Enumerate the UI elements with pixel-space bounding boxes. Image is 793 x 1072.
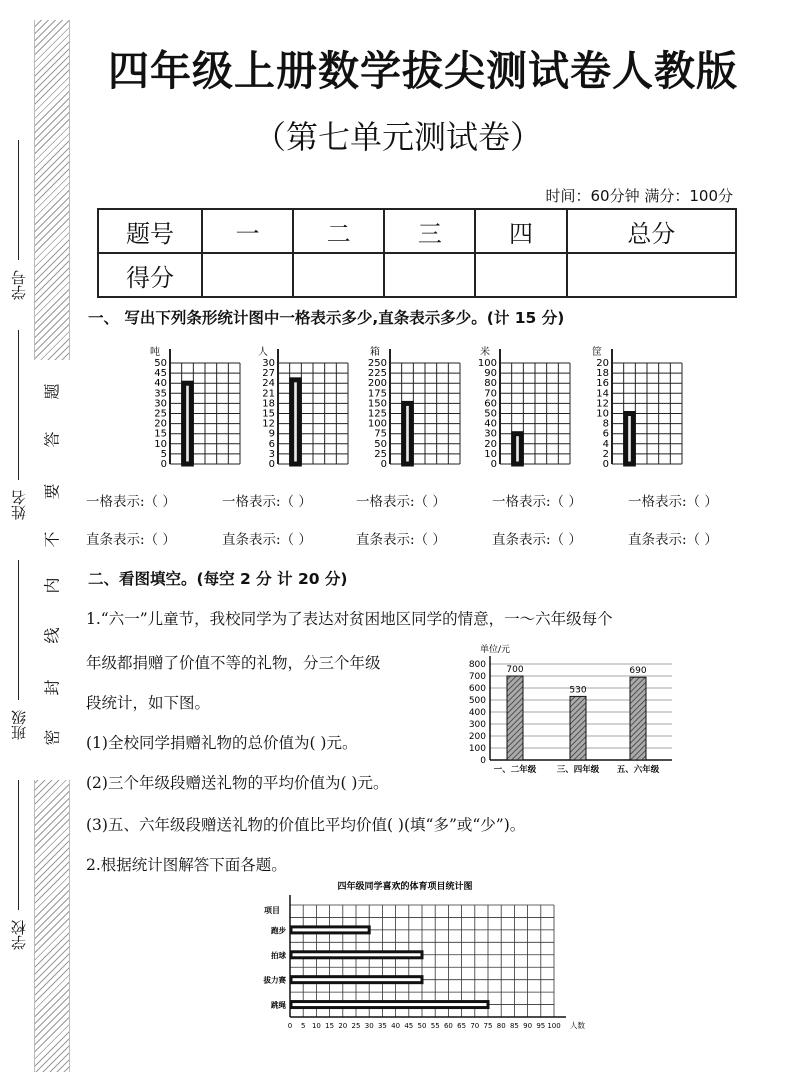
y-tick-label: 21 bbox=[262, 388, 275, 400]
y-tick-label: 800 bbox=[468, 660, 486, 670]
y-tick-label: 250 bbox=[367, 358, 387, 369]
data-bar bbox=[630, 677, 646, 760]
seal-char: 封 bbox=[42, 679, 62, 696]
y-tick-label: 2 bbox=[602, 448, 609, 460]
small-chart bbox=[368, 345, 460, 470]
small-chart bbox=[258, 345, 348, 470]
small-chart bbox=[592, 345, 682, 470]
data-bar bbox=[291, 952, 422, 958]
y-tick-label: 200 bbox=[367, 378, 387, 390]
x-tick-label: 5 bbox=[300, 1022, 306, 1030]
score-header-row bbox=[98, 209, 736, 253]
x-tick-label: 10 bbox=[311, 1022, 321, 1030]
y-tick-label: 9 bbox=[268, 428, 275, 440]
grid-answer-label: 一格表示:（ ） bbox=[628, 494, 718, 510]
x-tick-label: 30 bbox=[364, 1022, 374, 1030]
y-tick-label: 60 bbox=[484, 398, 497, 410]
y-tick-label: 225 bbox=[367, 368, 387, 380]
data-bar bbox=[184, 383, 192, 464]
x-tick-label: 45 bbox=[404, 1022, 414, 1030]
y-tick-label: 20 bbox=[484, 438, 497, 450]
y-tick-label: 30 bbox=[484, 428, 497, 440]
data-bar bbox=[514, 434, 522, 464]
y-tick-label: 跳绳 bbox=[271, 1000, 286, 1010]
y-tick-label: 500 bbox=[468, 696, 486, 706]
score-cell[interactable] bbox=[293, 253, 384, 297]
y-tick-label: 18 bbox=[262, 398, 275, 410]
y-tick-label: 拔力赛 bbox=[263, 975, 286, 985]
grid-answer-label: 一格表示:（ ） bbox=[222, 494, 312, 510]
bar-answer-label: 直条表示:（ ） bbox=[492, 532, 582, 548]
y-tick-label: 拍球 bbox=[271, 950, 286, 960]
q1-line3: 段统计，如下图。 bbox=[86, 694, 211, 712]
y-tick-label: 40 bbox=[484, 418, 497, 430]
x-tick-label: 35 bbox=[377, 1022, 387, 1030]
y-tick-label: 20 bbox=[596, 358, 609, 369]
y-tick-label: 4 bbox=[602, 438, 609, 450]
x-tick-label: 三、四年级 bbox=[556, 765, 600, 775]
seal-char: 内 bbox=[42, 577, 62, 594]
y-tick-label: 0 bbox=[380, 459, 387, 470]
x-tick-label: 15 bbox=[325, 1022, 335, 1030]
score-header: 四 bbox=[475, 209, 566, 253]
q1-line1: 1.“六一”儿童节，我校同学为了表达对贫困地区同学的情意，一～六年级每个 bbox=[86, 610, 613, 628]
x-tick-label: 0 bbox=[287, 1022, 293, 1030]
time-info: 时间：60分钟 满分：100分 bbox=[545, 187, 733, 205]
chart-unit: 米 bbox=[480, 347, 490, 358]
data-bar bbox=[291, 927, 369, 933]
seal-char: 密 bbox=[42, 729, 62, 746]
gift-value-bar-chart bbox=[450, 640, 680, 780]
y-tick-label: 0 bbox=[480, 756, 486, 766]
y-tick-label: 600 bbox=[468, 684, 486, 694]
x-tick-label: 50 bbox=[417, 1022, 427, 1030]
y-tick-label: 700 bbox=[468, 672, 486, 682]
y-tick-label: 100 bbox=[367, 418, 387, 430]
x-tick-label: 85 bbox=[509, 1022, 519, 1030]
y-tick-label: 100 bbox=[477, 358, 497, 369]
score-cell[interactable] bbox=[567, 253, 736, 297]
y-tick-label: 6 bbox=[602, 428, 609, 440]
y-tick-label: 20 bbox=[154, 418, 167, 430]
x-tick-label: 65 bbox=[457, 1022, 467, 1030]
y-tick-label: 5 bbox=[160, 448, 167, 460]
chart-unit: 箱 bbox=[370, 347, 380, 358]
y-tick-label: 125 bbox=[367, 408, 387, 420]
y-tick-label: 27 bbox=[262, 368, 275, 380]
y-tick-label: 30 bbox=[262, 358, 275, 369]
grid-answer-label: 一格表示:（ ） bbox=[86, 494, 176, 510]
score-header: 总分 bbox=[567, 209, 736, 253]
data-bar bbox=[507, 676, 523, 760]
chart-unit: 吨 bbox=[150, 347, 160, 358]
y-tick-label: 75 bbox=[374, 428, 387, 440]
data-bar bbox=[404, 403, 412, 464]
section2-heading: 二、看图填空。(每空 2 分 计 20 分) bbox=[88, 570, 348, 588]
y-tick-label: 跑步 bbox=[271, 925, 286, 935]
data-bar bbox=[570, 696, 586, 760]
y-tick-label: 50 bbox=[374, 438, 387, 450]
y-tick-label: 80 bbox=[484, 378, 497, 390]
data-label: 530 bbox=[569, 685, 587, 696]
y-tick-label: 50 bbox=[154, 358, 167, 369]
y-tick-label: 12 bbox=[262, 418, 275, 430]
grid-answer-label: 一格表示:（ ） bbox=[492, 494, 582, 510]
x-tick-label: 60 bbox=[443, 1022, 453, 1030]
x-tick-label: 80 bbox=[496, 1022, 506, 1030]
chart-ylabel: 项目 bbox=[264, 906, 280, 915]
x-tick-label: 100 bbox=[547, 1022, 561, 1030]
score-row-label: 得分 bbox=[98, 253, 202, 297]
y-tick-label: 70 bbox=[484, 388, 497, 400]
y-tick-label: 25 bbox=[374, 448, 387, 460]
small-bar-charts bbox=[0, 338, 793, 478]
y-tick-label: 0 bbox=[490, 459, 497, 470]
y-tick-label: 40 bbox=[154, 378, 167, 390]
x-tick-label: 25 bbox=[351, 1022, 361, 1030]
chart-xlabel: 人数 bbox=[570, 1021, 585, 1030]
x-tick-label: 70 bbox=[470, 1022, 480, 1030]
y-tick-label: 30 bbox=[154, 398, 167, 410]
q2-intro: 2.根据统计图解答下面各题。 bbox=[86, 856, 287, 874]
score-header: 题号 bbox=[98, 209, 202, 253]
y-tick-label: 200 bbox=[468, 732, 486, 742]
y-tick-label: 0 bbox=[160, 459, 167, 470]
y-tick-label: 24 bbox=[262, 378, 275, 390]
chart-title: 四年级同学喜欢的体育项目统计图 bbox=[337, 882, 473, 892]
bar-answer-label: 直条表示:（ ） bbox=[628, 532, 718, 548]
grid-answer-label: 一格表示:（ ） bbox=[356, 494, 446, 510]
score-cell[interactable] bbox=[475, 253, 566, 297]
bar-answer-label: 直条表示:（ ） bbox=[86, 532, 176, 548]
seal-char: 答 bbox=[42, 431, 62, 448]
y-tick-label: 175 bbox=[367, 388, 387, 400]
seal-char: 要 bbox=[42, 483, 62, 500]
chart-unit: 筐 bbox=[592, 347, 602, 358]
y-tick-label: 25 bbox=[154, 408, 167, 420]
x-tick-label: 55 bbox=[430, 1022, 440, 1030]
y-tick-label: 14 bbox=[596, 388, 609, 400]
section1-heading: 一、 写出下列条形统计图中一格表示多少,直条表示多少。(计 15 分) bbox=[88, 309, 565, 327]
q1-question-a: (1)全校同学捐赠礼物的总价值为( )元。 bbox=[86, 734, 358, 752]
page-subtitle: （第七单元测试卷） bbox=[253, 118, 542, 156]
bar-answer-label: 直条表示:（ ） bbox=[222, 532, 312, 548]
score-header: 二 bbox=[293, 209, 384, 253]
data-label: 690 bbox=[629, 666, 647, 677]
y-tick-label: 18 bbox=[596, 368, 609, 380]
y-tick-label: 16 bbox=[596, 378, 609, 390]
name-label: 姓名 bbox=[10, 490, 28, 520]
x-tick-label: 20 bbox=[338, 1022, 348, 1030]
seal-char: 不 bbox=[42, 531, 62, 548]
data-bar bbox=[626, 414, 634, 465]
y-tick-label: 3 bbox=[268, 448, 275, 460]
binding-margin bbox=[0, 0, 78, 1072]
score-cell[interactable] bbox=[384, 253, 475, 297]
y-tick-label: 150 bbox=[367, 398, 387, 410]
school-label: 学校 bbox=[10, 920, 28, 950]
seal-char: 题 bbox=[42, 383, 62, 400]
y-tick-label: 8 bbox=[602, 418, 609, 430]
y-tick-label: 400 bbox=[468, 708, 486, 718]
score-header: 三 bbox=[384, 209, 475, 253]
x-tick-label: 75 bbox=[483, 1022, 493, 1030]
chart-ylabel: 单位/元 bbox=[480, 645, 511, 655]
small-chart bbox=[478, 345, 570, 470]
q1-question-b: (2)三个年级段赠送礼物的平均价值为( )元。 bbox=[86, 774, 389, 792]
score-table bbox=[97, 208, 737, 298]
sport-hbar-chart bbox=[250, 875, 585, 1045]
y-tick-label: 10 bbox=[596, 408, 609, 420]
y-tick-label: 6 bbox=[268, 438, 275, 450]
small-chart bbox=[150, 345, 240, 470]
data-bar bbox=[291, 1002, 488, 1008]
score-cell[interactable] bbox=[202, 253, 293, 297]
data-bar bbox=[291, 977, 422, 983]
page-title: 四年级上册数学拔尖测试卷人教版 bbox=[108, 47, 738, 95]
q1-question-c: (3)五、六年级段赠送礼物的价值比平均价值( )(填“多”或“少”)。 bbox=[86, 816, 526, 834]
y-tick-label: 0 bbox=[268, 459, 275, 470]
y-tick-label: 35 bbox=[154, 388, 167, 400]
y-tick-label: 15 bbox=[154, 428, 167, 440]
x-tick-label: 一、二年级 bbox=[493, 765, 537, 775]
score-header: 一 bbox=[202, 209, 293, 253]
x-tick-label: 40 bbox=[391, 1022, 401, 1030]
y-tick-label: 0 bbox=[602, 459, 609, 470]
data-bar bbox=[292, 380, 300, 464]
y-tick-label: 300 bbox=[468, 720, 486, 730]
data-label: 700 bbox=[506, 665, 524, 675]
x-tick-label: 五、六年级 bbox=[616, 765, 660, 775]
y-tick-label: 100 bbox=[468, 744, 486, 754]
id-label: 学号 bbox=[10, 270, 28, 300]
y-tick-label: 50 bbox=[484, 408, 497, 420]
bar-answer-label: 直条表示:（ ） bbox=[356, 532, 446, 548]
y-tick-label: 90 bbox=[484, 368, 497, 380]
x-tick-label: 95 bbox=[536, 1022, 546, 1030]
seal-char: 线 bbox=[42, 627, 62, 644]
chart-unit: 人 bbox=[258, 347, 268, 358]
x-tick-label: 90 bbox=[523, 1022, 533, 1030]
y-tick-label: 15 bbox=[262, 408, 275, 420]
class-label: 班级 bbox=[10, 710, 28, 740]
y-tick-label: 45 bbox=[154, 368, 167, 380]
y-tick-label: 12 bbox=[596, 398, 609, 410]
score-row bbox=[98, 253, 736, 297]
y-tick-label: 10 bbox=[484, 448, 497, 460]
q1-line2: 年级都捐赠了价值不等的礼物，分三个年级 bbox=[86, 654, 381, 672]
y-tick-label: 10 bbox=[154, 438, 167, 450]
